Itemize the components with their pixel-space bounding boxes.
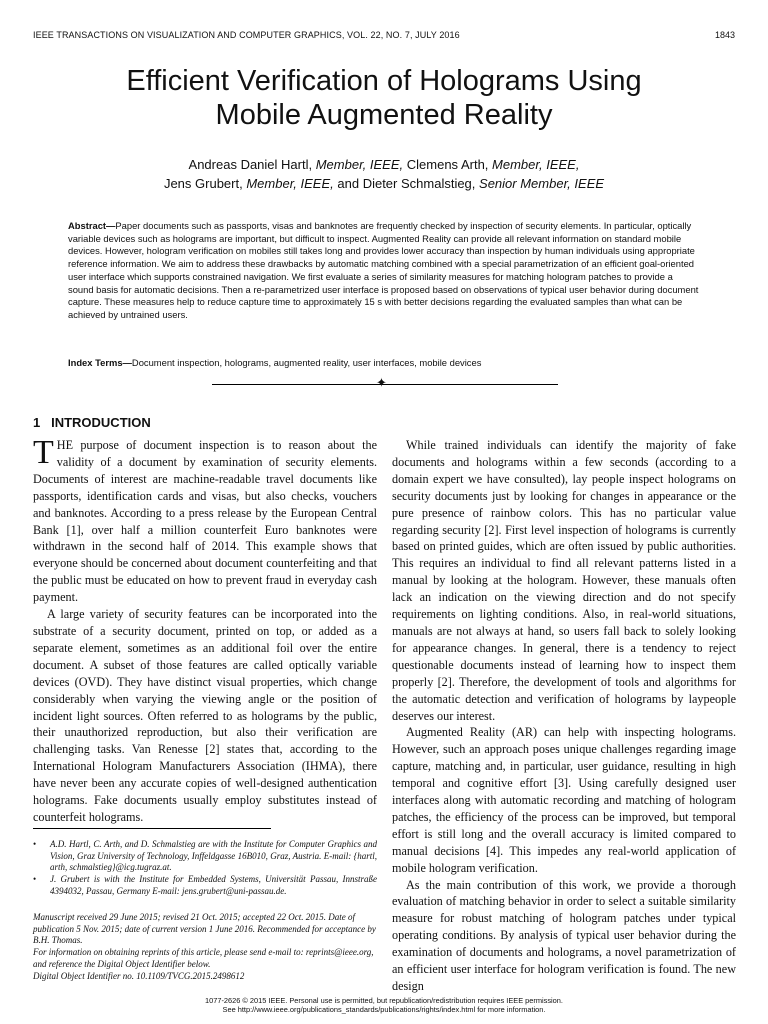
page-number: 1843 bbox=[714, 30, 735, 40]
author-role: Member, IEEE, bbox=[492, 157, 580, 172]
footnote-rule bbox=[33, 828, 271, 829]
index-terms-label: Index Terms bbox=[68, 357, 123, 368]
title-line-1: Efficient Verification of Holograms Using bbox=[126, 65, 642, 97]
affiliation-footnote bbox=[33, 839, 377, 874]
author-role: Senior Member, IEEE bbox=[479, 176, 605, 191]
abstract-label: Abstract bbox=[68, 220, 107, 231]
index-terms-text: Document inspection, holograms, augmented reality, user interfaces, mobile devices bbox=[131, 357, 482, 368]
doi: Digital Object Identifier no. 10.1109/TVCG.2015.2498612 bbox=[33, 970, 245, 981]
affiliation-footnote bbox=[33, 874, 377, 897]
abstract-text: Paper documents such as passports, visas and banknotes are frequently checked by inspection of security elements. In particular, optically variable devices such as holograms are important, but difficult to inspect. Augmented Reality can provide all relevant information on standard mobile devices. However, hologram verification on mobiles still takes long and provides lower accuracy than inspection by human individuals using appropriate reference information. We aim to address these drawbacks by automatic matching combined with a special parametrization of an efficient goal-oriented user interface which supports constrained navigation. We first evaluate a series of similarity measures for matching hologram patches to provide a sound basis for automatic decisions. Then a re-parametrized user interface is proposed based on observations of typical user behavior during document capture. These measures help to reduce capture time to approximately 15 s with better decisions regarding the evaluated samples than what can be achieved by untrained users. bbox=[68, 220, 699, 320]
paragraph: While trained individuals can identify the majority of fake documents and holograms within a few seconds (according to a domain expert we have consulted), lay people inspect holograms on security documents just by looking for changes in appearance or the pure presence of rainbow colors. This has no particular value regarding security [2]. First level inspection of holograms is currently based on printed guides, which are often issued by public authorities. This requires an individual to find all relevant patterns listed in a manual by looking at the hologram. However, these manuals often lack an indication on the viewing direction and do not specify requirements on lighting conditions. Also, in real-world situations, manuals are not always at hand, so users fall back to solely looking for appearance changes. In general, there is a tendency to reject questionable documents instead of learning how to inspect them properly [2]. Therefore, the development of tools and algorithms for the automatic detection and verification of holograms by laypeople deserves our interest. bbox=[392, 438, 736, 723]
manuscript-dates: Manuscript received 29 June 2015; revised 21 Oct. 2015; accepted 22 Oct. 2015. Date of publication 5 Nov. 2015; date of current version 1 June 2016. Recommended for acceptance by B.H. Thomas. bbox=[33, 912, 376, 946]
paragraph: Augmented Reality (AR) can help with inspecting holograms. However, such an approach poses unique challenges regarding image capture, matching and, in particular, user guidance, resulting in high temporal and cognitive effort [3]. Using carefully designed user interfaces along with automatic recording and matching of hologram patches, the efficiency of the process can be improved, but temporal effort is still long and the overall accuracy is limited compared to manual decisions [4]. This impedes any real-world application of mobile hologram verification. bbox=[392, 725, 736, 875]
paragraph: A large variety of security features can be incorporated into the substrate of a security document, printed on top, or added as a separate element, sometimes as an additional foil over the entire document. A subset of those features are called optically variable devices (OVD). They have distinct visual properties, which change considerably when varying the viewing angle or the position of incident light sources. Often referred to as holograms by the public, their unauthorized reproduction, but also their verification are challenging tasks. Van Renesse [2] states that, according to the International Hologram Manufacturers Association (IHMA), there have never been any accurate copies of well-designed authentication holograms. Fake documents usually employ substitutes instead of counterfeit holograms. bbox=[33, 607, 377, 824]
body-column-left bbox=[33, 434, 377, 826]
drop-cap: T bbox=[33, 434, 54, 471]
author-name: Andreas Daniel Hartl, bbox=[188, 157, 313, 172]
author-name: and Dieter Schmalstieg, bbox=[337, 176, 476, 191]
author-list bbox=[40, 155, 728, 193]
permissions-link[interactable]: See http://www.ieee.org/publications_standards/publications/rights/index.html for more information. bbox=[222, 1005, 546, 1014]
paragraph-text: purpose of document inspection is to reason about the validity of a document by examination of security elements. Documents of interest are machine-readable travel documents like passports, identification cards and visas, but also checks, vouchers and banknotes. According to a press release by the European Central Bank [1], over half a million counterfeit Euro banknotes were withdrawn in the second half of 2014. This example shows that everyone should be concerned about document counterfeiting and that the public must be educated on how to prevent fraud in everyday cash payment. bbox=[33, 438, 377, 605]
paper-title bbox=[40, 64, 728, 132]
paragraph: As the main contribution of this work, we provide a thorough evaluation of matching behavior in order to select a suitable similarity measure for robust matching of hologram patches under typical operating conditions. By analysis of typical user behavior during the examination of documents and holograms, a novel parametrization of an efficient user interface for hologram verification is found. The new design bbox=[392, 877, 736, 993]
footnote-text: A.D. Hartl, C. Arth, and D. Schmalstieg are with the Institute for Computer Graphics and Vision, Graz University of Technology, Inffeldgasse 16B010, Graz, Austria. E-mail: {hartl, arth, schmalstieg}@icg.tugraz.at. bbox=[50, 839, 377, 873]
index-terms: Index Terms—Document inspection, holograms, augmented reality, user interfaces, mobile devices bbox=[68, 357, 482, 368]
copyright-notice bbox=[150, 996, 618, 1014]
section-heading bbox=[33, 415, 151, 430]
section-initial: I bbox=[51, 415, 55, 430]
bullet-icon: • bbox=[33, 874, 37, 884]
section-title-rest: NTRODUCTION bbox=[54, 415, 151, 430]
footnote-text: J. Grubert is with the Institute for Embedded Systems, Universität Passau, Innstraße 4394032, Passau, Germany E-mail: jens.grubert@uni-passau.de. bbox=[50, 874, 377, 896]
copyright-line: 1077-2626 © 2015 IEEE. Personal use is permitted, but republication/redistribution requires IEEE permission. bbox=[205, 996, 563, 1005]
author-name: Jens Grubert, bbox=[163, 176, 243, 191]
smallcaps-lead: HE bbox=[56, 438, 74, 452]
body-column-right bbox=[392, 437, 736, 995]
reprints-info: For information on obtaining reprints of this article, please send e-mail to: reprints@ieee.org, and reference the Digital Object Identifier below. bbox=[33, 947, 374, 969]
bullet-icon: • bbox=[33, 839, 37, 849]
journal-header: IEEE TRANSACTIONS ON VISUALIZATION AND COMPUTER GRAPHICS, VOL. 22, NO. 7, JULY 2016 bbox=[33, 30, 460, 40]
author-name: Clemens Arth, bbox=[406, 157, 489, 172]
separator-diamond-icon: ✦ bbox=[376, 375, 387, 390]
abstract: Abstract—Paper documents such as passports, visas and banknotes are frequently checked by inspection of security elements. In particular, optically variable devices such as holograms are important, but difficult to inspect. Augmented Reality can provide all relevant information on standard mobile devices. However, hologram verification on mobiles still takes long and provides lower accuracy than inspection by human individuals using appropriate reference information. We aim to address these drawbacks by automatic matching combined with a special parametrization of an efficient goal-oriented user interface which supports constrained navigation. We first evaluate a series of similarity measures for matching hologram patches to provide a sound basis for automatic decisions. Then a re-parametrized user interface is proposed based on observations of typical user behavior during document capture. These measures help to reduce capture time to approximately 15 s with better decisions regarding the evaluated samples than what can be achieved by untrained users. bbox=[68, 220, 699, 320]
manuscript-info bbox=[33, 912, 377, 982]
author-role: Member, IEEE, bbox=[315, 157, 404, 172]
paragraph bbox=[33, 434, 377, 606]
section-number: 1 bbox=[33, 415, 41, 430]
author-role: Member, IEEE, bbox=[246, 176, 334, 191]
title-line-2: Mobile Augmented Reality bbox=[215, 99, 553, 131]
